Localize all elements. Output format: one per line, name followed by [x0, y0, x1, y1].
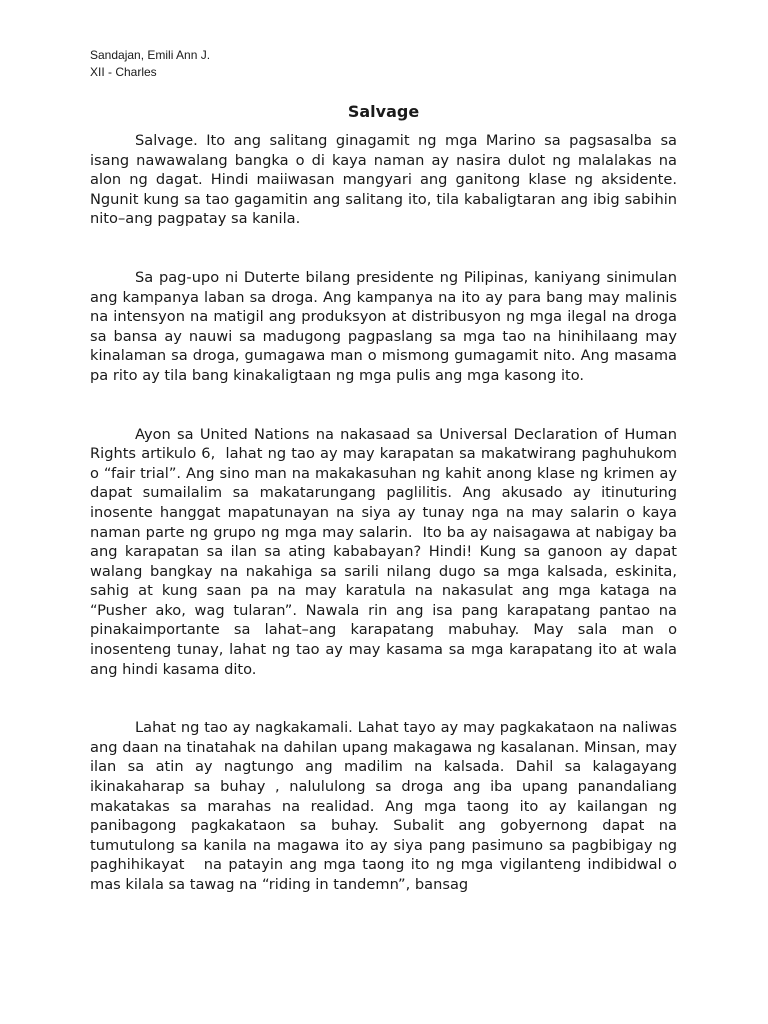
- paragraph-1: Salvage. Ito ang salitang ginagamit ng mga Marino sa pagsasalba sa isang nawawalang bangka o di kaya naman ay nasira dulot ng malalakas na alon ng dagat. Hindi maiiwasan mangyari ang ganitong klase ng aksidente. Ngunit kung sa tao gagamitin ang salitang ito, tila kabaligtaran ang ibig sabihin nito–ang pagpatay sa kanila.: [90, 132, 682, 228]
- author-name: Sandajan, Emili Ann J.: [90, 48, 211, 62]
- document-title: Salvage: [347, 102, 420, 121]
- paragraph-2: Sa pag-upo ni Duterte bilang presidente ng Pilipinas, kaniyang sinimulan ang kampanya laban sa droga. Ang kampanya na ito ay para bang may malinis na intensyon na matigil ang produksyon at distribusyon ng mga ilegal na droga sa bansa ay nauwi sa madugong pagpaslang sa mga tao na hinihilaang may kinalaman sa droga, gumagawa man o mismong gumagamit nito. Ang masama pa rito ay tila bang kinakaligtaan ng mga pulis ang mga kasong ito.: [90, 268, 682, 384]
- paragraph-3: Ayon sa United Nations na nakasaad sa Universal Declaration of Human Rights artikulo 6, lahat ng tao ay may karapatan sa makatwirang paghuhukom o “fair trial”. Ang sino man na makakasuhan ng kahit anong klase ng krimen ay dapat sumailalim sa makatarungang paglilitis. Ang akusado ay itinuturing inosente hanggat mapatunayan na siya ay tunay nga na may salarin o kaya naman parte ng grupo ng mga may salarin. Ito ba ay naisagawa at nabigay ba ang karapatan sa ilan sa ating kababayan? Hindi! Kung sa ganoon ay dapat walang bangkay na nakahiga sa sarili nilang dugo sa mga kalsada, eskinita, sahig at kung saan pa na may karatula na nakasulat ang mga kataga na “Pusher ako, wag tularan”. Nawala rin ang isa pang karapatang pantao na pinakaimportante sa lahat–ang karapatang mabuhay. May sala man o inosenteng tunay, lahat ng tao ay may kasama sa mga karapatang ito at wala ang hindi kasama dito.: [90, 425, 682, 678]
- paragraph-4: Lahat ng tao ay nagkakamali. Lahat tayo ay may pagkakataon na naliwas ang daan na tinatahak na dahilan upang makagawa ng kasalanan. Minsan, may ilan sa atin ay nagtungo ang madilim na kalsada. Dahil sa kalagayang ikinakaharap sa buhay , nalululong sa droga ang iba upang panandaliang makatakas sa marahas na realidad. Ang mga taong ito ay kailangan ng panibagong pagkakataon sa buhay. Subalit ang gobyernong dapat na tumutulong sa kanila na magawa ito ay siya pang pasimuno sa pagbibigay ng paghihikayat na patayin ang mga taong ito ng mga vigilanteng indibidwal o mas kilala sa tawag na “riding in tandemn”, bansag: [90, 719, 682, 893]
- class-section: XII - Charles: [90, 65, 157, 79]
- document-page: [90, 47, 682, 895]
